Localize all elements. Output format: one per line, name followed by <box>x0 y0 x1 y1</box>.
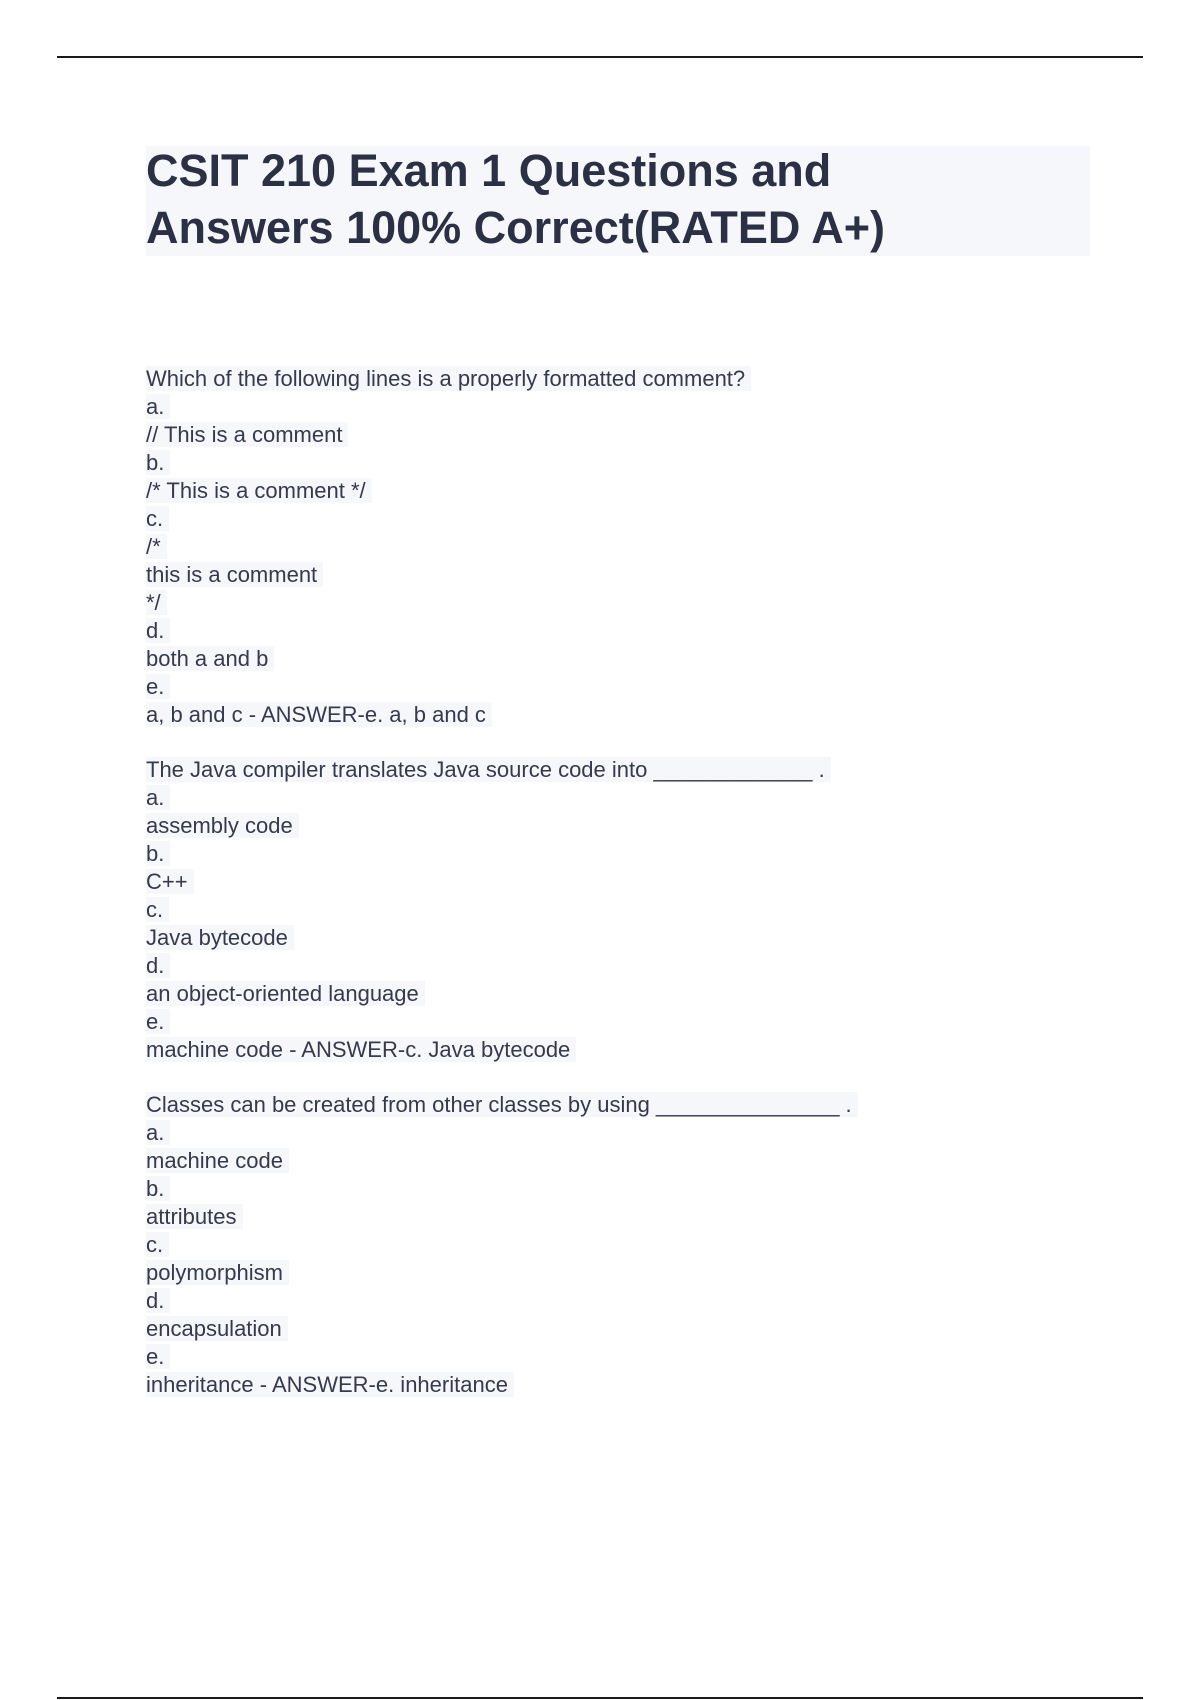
option-label: e. <box>146 1343 1086 1371</box>
option-label: c. <box>146 896 1086 924</box>
option-label: a. <box>146 784 1086 812</box>
option-label: b. <box>146 449 1086 477</box>
option-text: both a and b <box>146 645 1086 673</box>
question-2 <box>146 756 1086 1064</box>
option-text: this is a comment <box>146 561 1086 589</box>
option-label: c. <box>146 505 1086 533</box>
top-rule <box>57 56 1143 58</box>
option-text: /* <box>146 533 1086 561</box>
option-label: d. <box>146 1287 1086 1315</box>
title-line-2: Answers 100% Correct(RATED A+) <box>146 202 885 253</box>
option-text: polymorphism <box>146 1259 1086 1287</box>
option-text: attributes <box>146 1203 1086 1231</box>
option-label: e. <box>146 673 1086 701</box>
option-label: d. <box>146 952 1086 980</box>
option-text: assembly code <box>146 812 1086 840</box>
option-text: machine code <box>146 1147 1086 1175</box>
option-text: /* This is a comment */ <box>146 477 1086 505</box>
option-text: */ <box>146 589 1086 617</box>
title-line-1: CSIT 210 Exam 1 Questions and <box>146 145 832 196</box>
bottom-rule <box>57 1697 1143 1699</box>
option-label: a. <box>146 393 1086 421</box>
question-list <box>146 365 1086 1426</box>
option-label: b. <box>146 840 1086 868</box>
option-label: a. <box>146 1119 1086 1147</box>
option-label: b. <box>146 1175 1086 1203</box>
answer-line: a, b and c - ANSWER-e. a, b and c <box>146 701 1086 729</box>
question-text: Which of the following lines is a properly formatted comment? <box>146 365 1086 393</box>
answer-line: inheritance - ANSWER-e. inheritance <box>146 1371 1086 1399</box>
question-3 <box>146 1091 1086 1399</box>
option-text: C++ <box>146 868 1086 896</box>
option-label: e. <box>146 1008 1086 1036</box>
option-label: c. <box>146 1231 1086 1259</box>
option-text: encapsulation <box>146 1315 1086 1343</box>
question-text: Classes can be created from other classes by using _______________ . <box>146 1091 1086 1119</box>
option-text: // This is a comment <box>146 421 1086 449</box>
question-text: The Java compiler translates Java source code into _____________ . <box>146 756 1086 784</box>
option-text: an object-oriented language <box>146 980 1086 1008</box>
option-label: d. <box>146 617 1086 645</box>
document-title <box>146 142 1086 256</box>
answer-line: machine code - ANSWER-c. Java bytecode <box>146 1036 1086 1064</box>
option-text: Java bytecode <box>146 924 1086 952</box>
question-1 <box>146 365 1086 729</box>
